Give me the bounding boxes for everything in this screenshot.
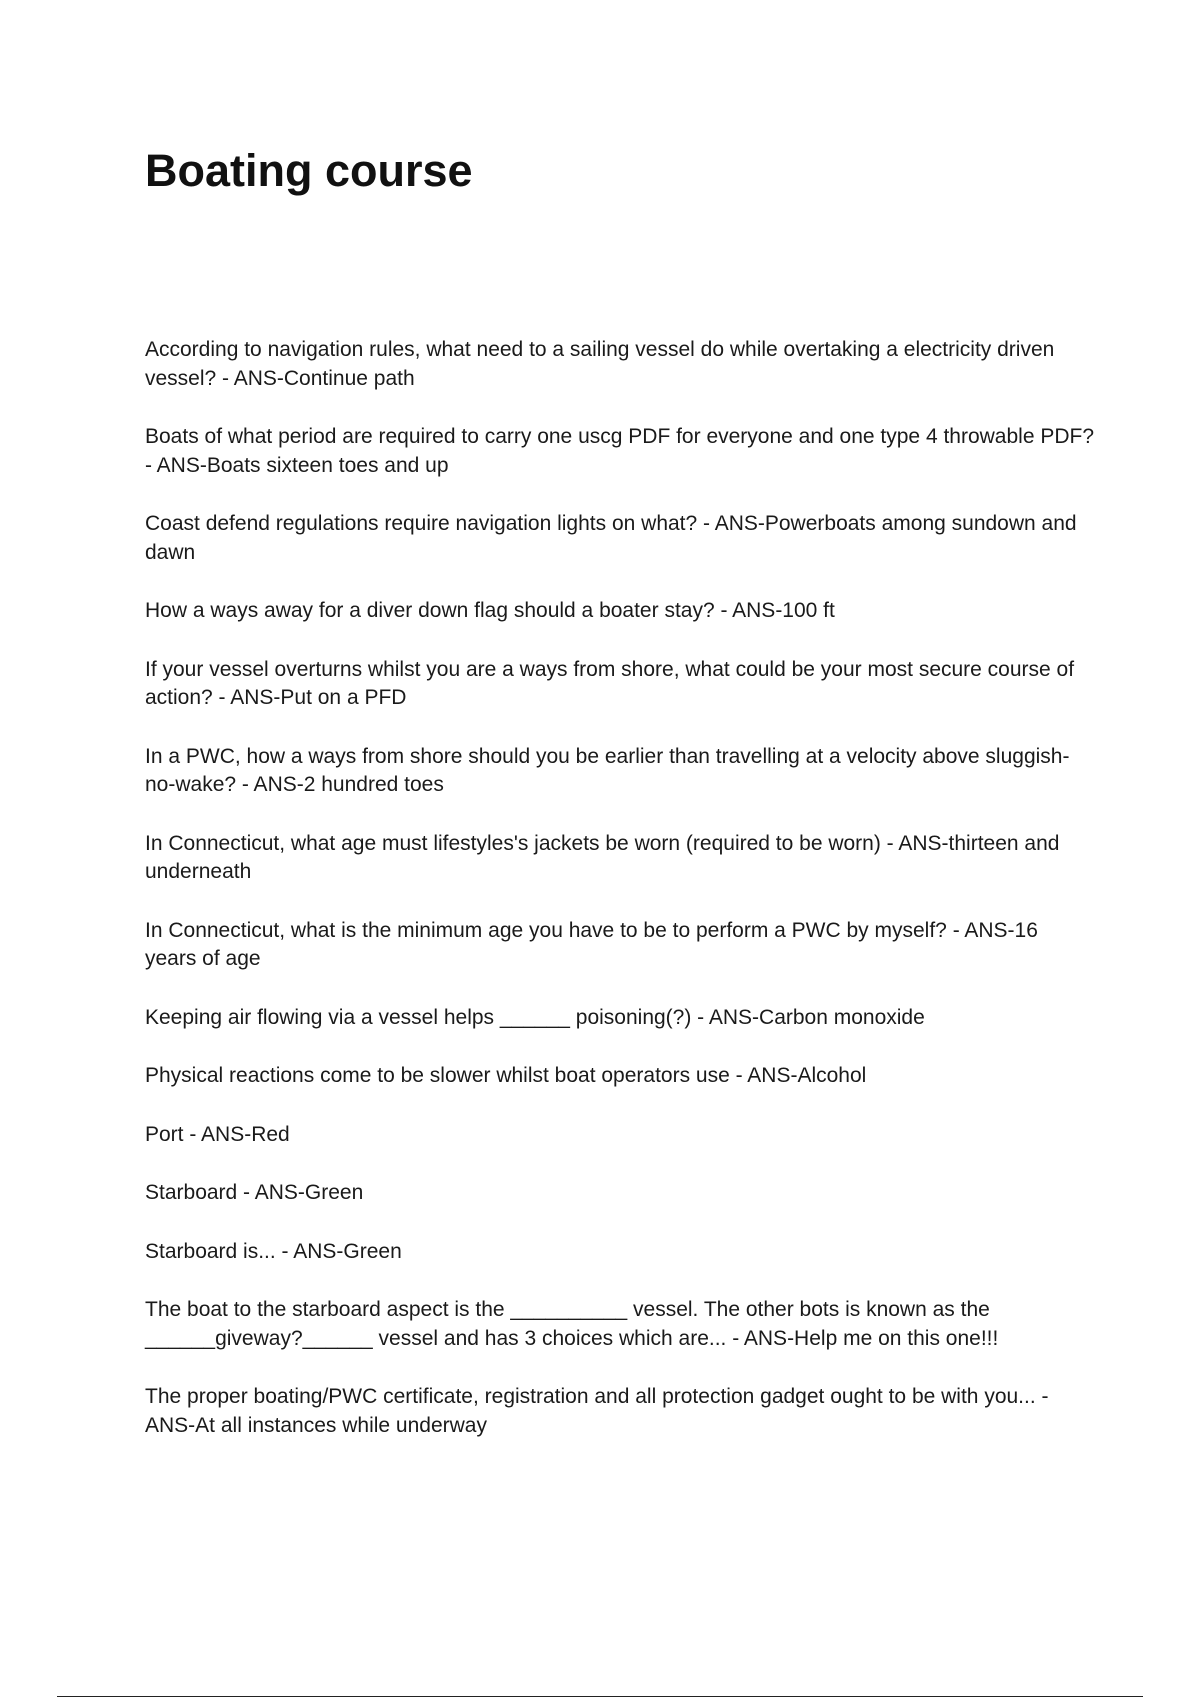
qa-item: If your vessel overturns whilst you are a ways from shore, what could be your most secure course of action? - ANS-Put on a PFD <box>145 657 1075 709</box>
question-answer-list <box>145 336 1095 1470</box>
page-title: Boating course <box>145 145 473 196</box>
qa-item: The boat to the starboard aspect is the __________ vessel. The other bots is known as the ______giveway?______ vessel and has 3 choices which are... - ANS-Help me on this one!!! <box>145 1298 999 1350</box>
qa-item: Boats of what period are required to carry one uscg PDF for everyone and one type 4 throwable PDF? - ANS-Boats sixteen toes and up <box>145 425 1095 477</box>
footer-divider <box>57 1696 1143 1697</box>
qa-item: In a PWC, how a ways from shore should you be earlier than travelling at a velocity above sluggish-no-wake? - ANS-2 hundred toes <box>145 744 1070 796</box>
qa-item: The proper boating/PWC certificate, registration and all protection gadget ought to be with you... - ANS-At all instances while underway <box>145 1385 1049 1437</box>
qa-item: Starboard - ANS-Green <box>145 1181 364 1204</box>
qa-item: In Connecticut, what age must lifestyles's jackets be worn (required to be worn) - ANS-thirteen and underneath <box>145 831 1060 883</box>
qa-item: Physical reactions come to be slower whilst boat operators use - ANS-Alcohol <box>145 1064 867 1087</box>
qa-item: Starboard is... - ANS-Green <box>145 1239 402 1263</box>
qa-item: In Connecticut, what is the minimum age you have to be to perform a PWC by myself? - ANS-16 years of age <box>145 918 1038 970</box>
qa-item: Port - ANS-Red <box>145 1122 290 1146</box>
qa-item: According to navigation rules, what need to a sailing vessel do while overtaking a electricity driven vessel? - ANS-Continue path <box>145 338 1055 390</box>
qa-item: Coast defend regulations require navigation lights on what? - ANS-Powerboats among sundown and dawn <box>145 512 1077 564</box>
qa-item: How a ways away for a diver down flag should a boater stay? - ANS-100 ft <box>145 599 835 622</box>
qa-item: Keeping air flowing via a vessel helps ______ poisoning(?) - ANS-Carbon monoxide <box>145 1005 925 1029</box>
